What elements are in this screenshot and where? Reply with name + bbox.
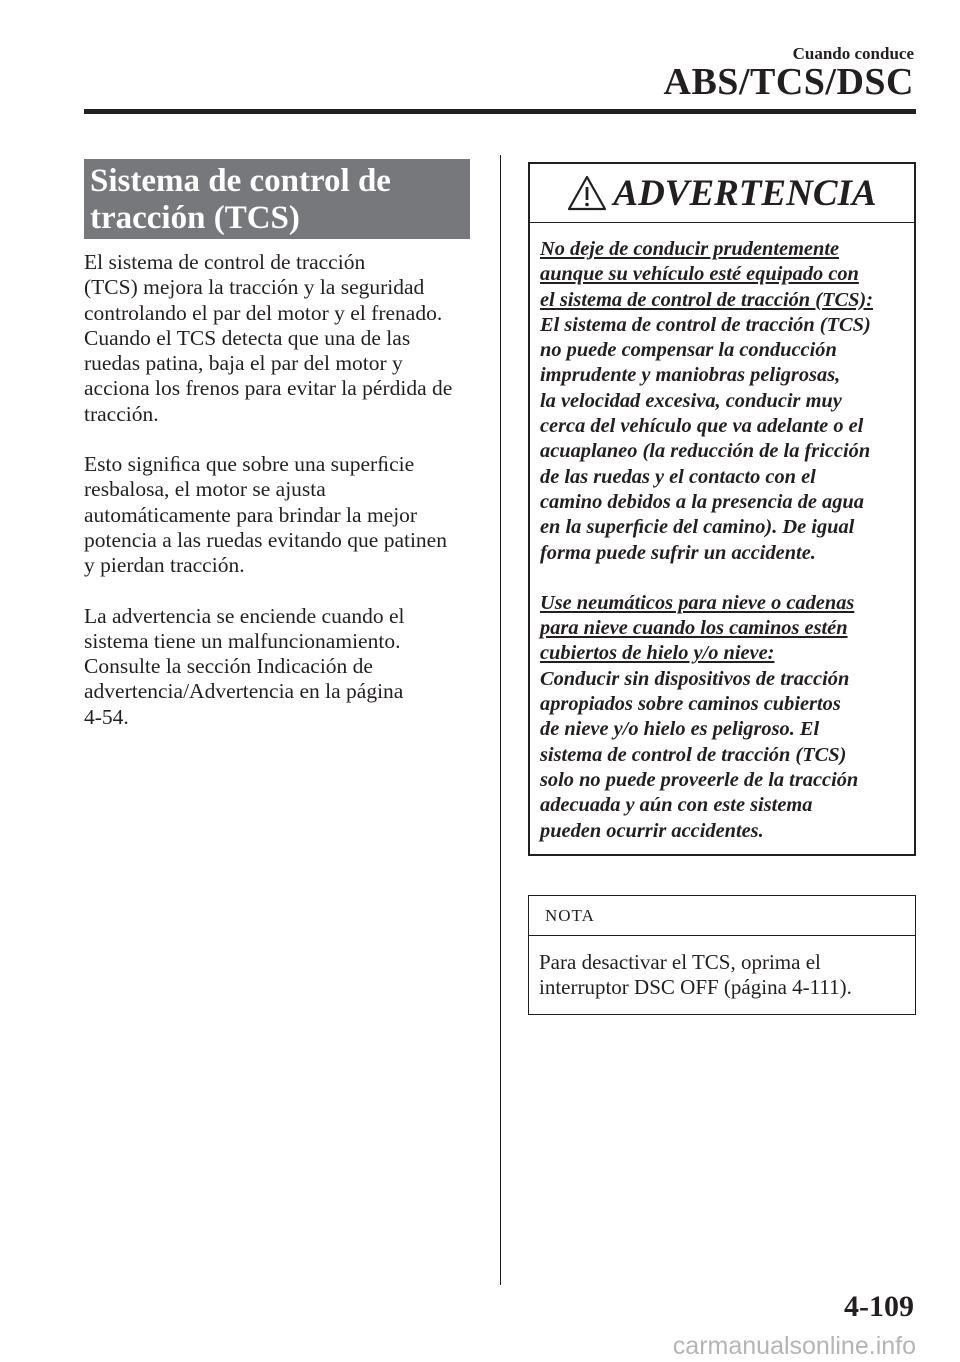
text-line: El sistema de control de tracción: [84, 250, 366, 274]
text-line: solo no puede proveerle de la tracción: [540, 768, 859, 791]
page-reference-link[interactable]: interruptor DSC OFF (página 4-111).: [539, 975, 852, 1000]
text-line: la velocidad excesiva, conducir muy: [540, 389, 842, 412]
page-reference-link[interactable]: 4-54.: [84, 704, 129, 729]
text-line: El sistema de control de tracción (TCS): [540, 313, 871, 336]
page-reference-link[interactable]: advertencia/Advertencia en la página: [84, 679, 404, 704]
text-line: de las ruedas y el contacto con el: [540, 465, 816, 488]
section-heading-line-2: tracción (TCS): [90, 200, 300, 236]
note-title: NOTA: [529, 896, 915, 936]
paragraph: [84, 452, 484, 578]
text-line: potencia a las ruedas evitando que patinen: [84, 527, 447, 552]
text-line: pueden ocurrir accidentes.: [540, 819, 764, 842]
text-line: cerca del vehículo que va adelante o el: [540, 415, 864, 438]
text-line: Use neumáticos para nieve o cadenas: [540, 591, 855, 614]
warning-title: ADVERTENCIA: [613, 172, 877, 214]
text-line: acuaplaneo (la reducción de la fricción: [540, 440, 871, 463]
watermark: carmanualsonline.info: [672, 1332, 916, 1360]
text-line: tracción.: [84, 401, 159, 426]
running-header-section: Cuando conduce: [792, 44, 914, 63]
text-line: Conducir sin dispositivos de tracción: [540, 667, 850, 690]
section-heading-line-1: Sistema de control de: [90, 163, 391, 199]
warning-box: [528, 162, 916, 856]
text-line: de nieve y/o hielo es peligroso. El: [540, 718, 820, 741]
text-line: camino debidos a la presencia de agua: [540, 490, 864, 513]
note-body: [529, 936, 915, 1001]
header-rule: [84, 109, 916, 114]
text-line: adecuada y aún con este sistema: [540, 794, 813, 817]
text-line: Cuando el TCS detecta que una de las: [84, 325, 411, 350]
note-box: [528, 895, 916, 1015]
warning-item: [540, 591, 904, 844]
warning-lead: [540, 592, 854, 665]
page-number: 4-109: [844, 1290, 914, 1323]
section-body: [84, 250, 484, 755]
text-line: (TCS) mejora la tracción y la seguridad: [84, 275, 425, 300]
text-line: Para desactivar el TCS, oprima el: [539, 950, 821, 974]
text-line: y pierdan tracción.: [84, 553, 245, 578]
text-line: resbalosa, el motor se ajusta: [84, 477, 326, 502]
text-line: La advertencia se enciende cuando el: [84, 603, 405, 628]
text-line: para nieve cuando los caminos estén: [540, 617, 848, 640]
text-line: en la superﬁcie del camino). De igual: [540, 516, 855, 539]
text-line: Consulte la sección Indicación de: [84, 654, 373, 679]
text-line: sistema tiene un malfuncionamiento.: [84, 628, 401, 653]
text-line: Esto signiﬁca que sobre una superﬁcie: [84, 452, 415, 477]
paragraph: [84, 604, 484, 730]
section-heading: [84, 159, 470, 239]
warning-lead: [540, 238, 873, 311]
text-line: el sistema de control de tracción (TCS):: [540, 288, 874, 311]
warning-item: [540, 237, 904, 566]
text-line: cubiertos de hielo y/o nieve:: [540, 642, 775, 665]
text-line: sistema de control de tracción (TCS): [540, 743, 847, 766]
text-line: aunque su vehículo esté equipado con: [540, 263, 859, 286]
column-divider: [500, 155, 501, 1285]
text-line: no puede compensar la conducción: [540, 339, 837, 362]
warning-triangle-icon: [567, 175, 607, 211]
text-line: automáticamente para brindar la mejor: [84, 502, 418, 527]
text-line: controlando el par del motor y el frenado.: [84, 300, 443, 325]
warning-body: [530, 223, 914, 844]
running-header-chapter: ABS/TCS/DSC: [663, 61, 914, 103]
text-line: forma puede sufrir un accidente.: [540, 541, 816, 564]
text-line: apropiados sobre caminos cubiertos: [540, 693, 841, 716]
text-line: No deje de conducir prudentemente: [540, 238, 840, 260]
text-line: acciona los frenos para evitar la pérdida de: [84, 376, 453, 401]
text-line: ruedas patina, baja el par del motor y: [84, 351, 403, 376]
warning-header: [530, 164, 914, 223]
text-line: imprudente y maniobras peligrosas,: [540, 364, 841, 387]
paragraph: [84, 250, 484, 427]
